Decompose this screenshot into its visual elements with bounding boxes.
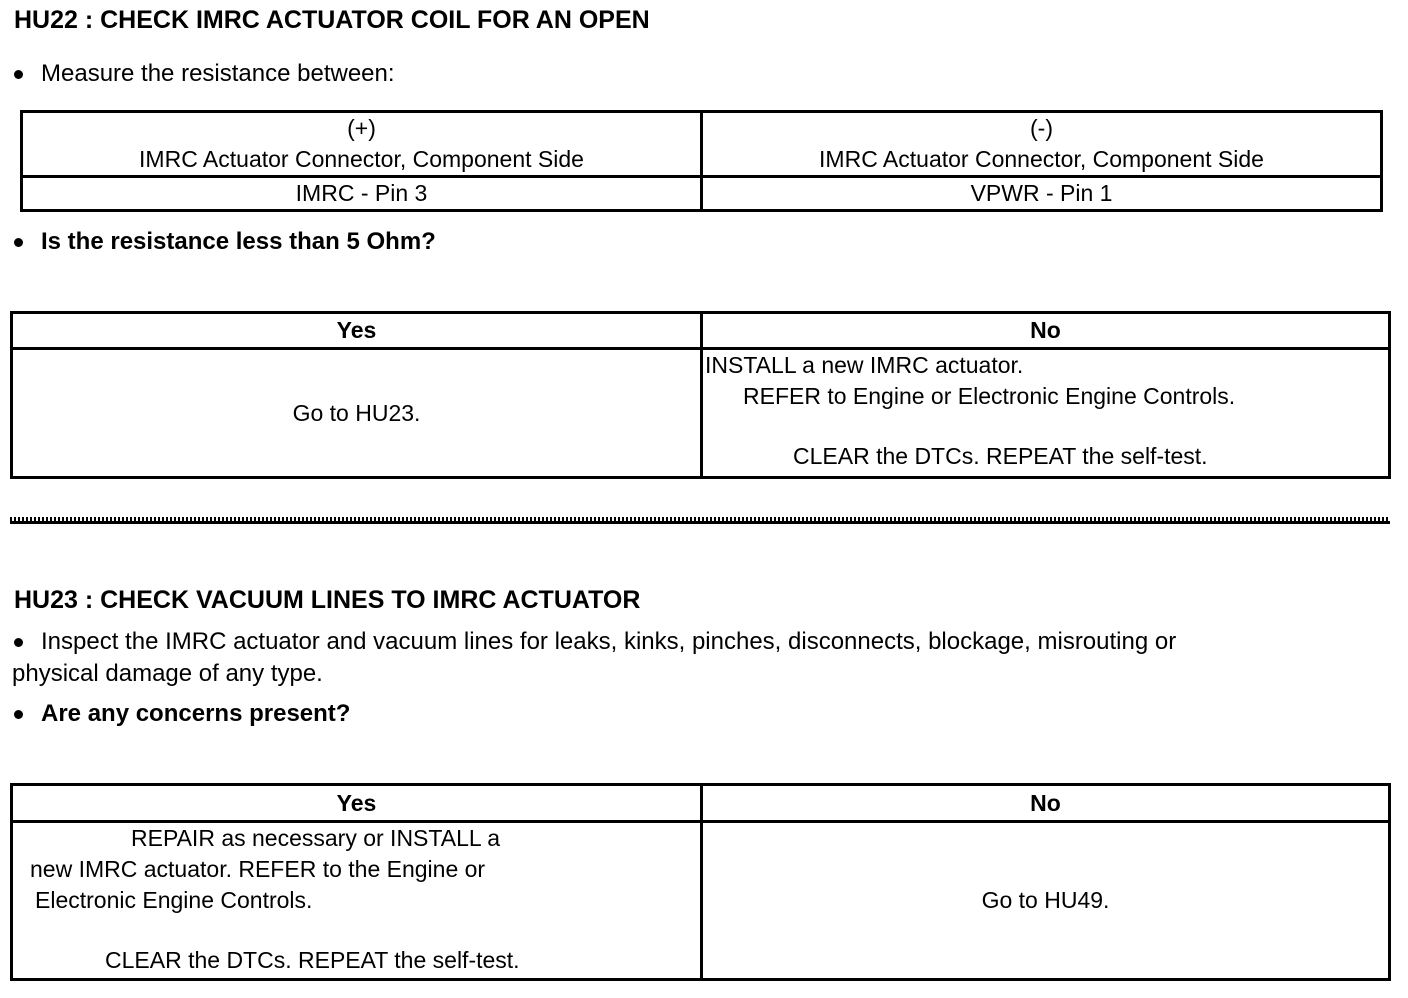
bullet-icon <box>14 70 23 79</box>
hu22-instruction <box>14 60 395 88</box>
hu23-instruction-cont: physical damage of any type. <box>12 660 323 687</box>
bullet-icon <box>14 238 23 247</box>
hu23-instruction <box>14 628 1176 656</box>
yes-line: CLEAR the DTCs. REPEAT the self-test. <box>105 947 520 973</box>
hu22-question <box>14 228 436 256</box>
minus-header-cell <box>702 112 1382 177</box>
no-header: No <box>702 313 1390 349</box>
hu23-title: HU23 : CHECK VACUUM LINES TO IMRC ACTUATOR <box>14 586 641 614</box>
section-divider <box>10 517 1390 524</box>
question-text: Is the resistance less than 5 Ohm? <box>41 228 436 255</box>
plus-sub: IMRC Actuator Connector, Component Side <box>139 146 584 172</box>
hu23-answer-table <box>10 783 1391 981</box>
yes-line: REPAIR as necessary or INSTALL a <box>131 825 500 851</box>
question-text: Are any concerns present? <box>41 700 351 727</box>
yes-line: Electronic Engine Controls. <box>35 887 313 913</box>
minus-sub: IMRC Actuator Connector, Component Side <box>819 146 1264 172</box>
no-line: INSTALL a new IMRC actuator. <box>705 352 1024 378</box>
no-header: No <box>702 785 1390 822</box>
yes-cell <box>12 822 702 980</box>
plus-header: (+) <box>347 115 376 141</box>
plus-header-cell <box>22 112 702 177</box>
measure-table <box>20 110 1383 212</box>
no-line: REFER to Engine or Electronic Engine Controls. <box>743 383 1236 409</box>
no-line: CLEAR the DTCs. REPEAT the self-test. <box>793 443 1208 469</box>
no-cell <box>702 349 1390 478</box>
plus-value: IMRC - Pin 3 <box>22 177 702 211</box>
hu22-answer-table <box>10 311 1391 479</box>
hu23-question <box>14 700 350 728</box>
yes-header: Yes <box>12 313 702 349</box>
bullet-icon <box>14 638 23 647</box>
minus-value: VPWR - Pin 1 <box>702 177 1382 211</box>
bullet-icon <box>14 710 23 719</box>
yes-line: new IMRC actuator. REFER to the Engine or <box>30 856 486 882</box>
instruction-text: Measure the resistance between: <box>41 60 395 87</box>
instruction-text: Inspect the IMRC actuator and vacuum lines for leaks, kinks, pinches, disconnects, blockage, misrouting or <box>41 628 1177 655</box>
hu22-title: HU22 : CHECK IMRC ACTUATOR COIL FOR AN OPEN <box>14 6 650 34</box>
no-cell: Go to HU49. <box>702 822 1390 980</box>
yes-cell: Go to HU23. <box>12 349 702 478</box>
minus-header: (-) <box>1030 115 1053 141</box>
yes-header: Yes <box>12 785 702 822</box>
